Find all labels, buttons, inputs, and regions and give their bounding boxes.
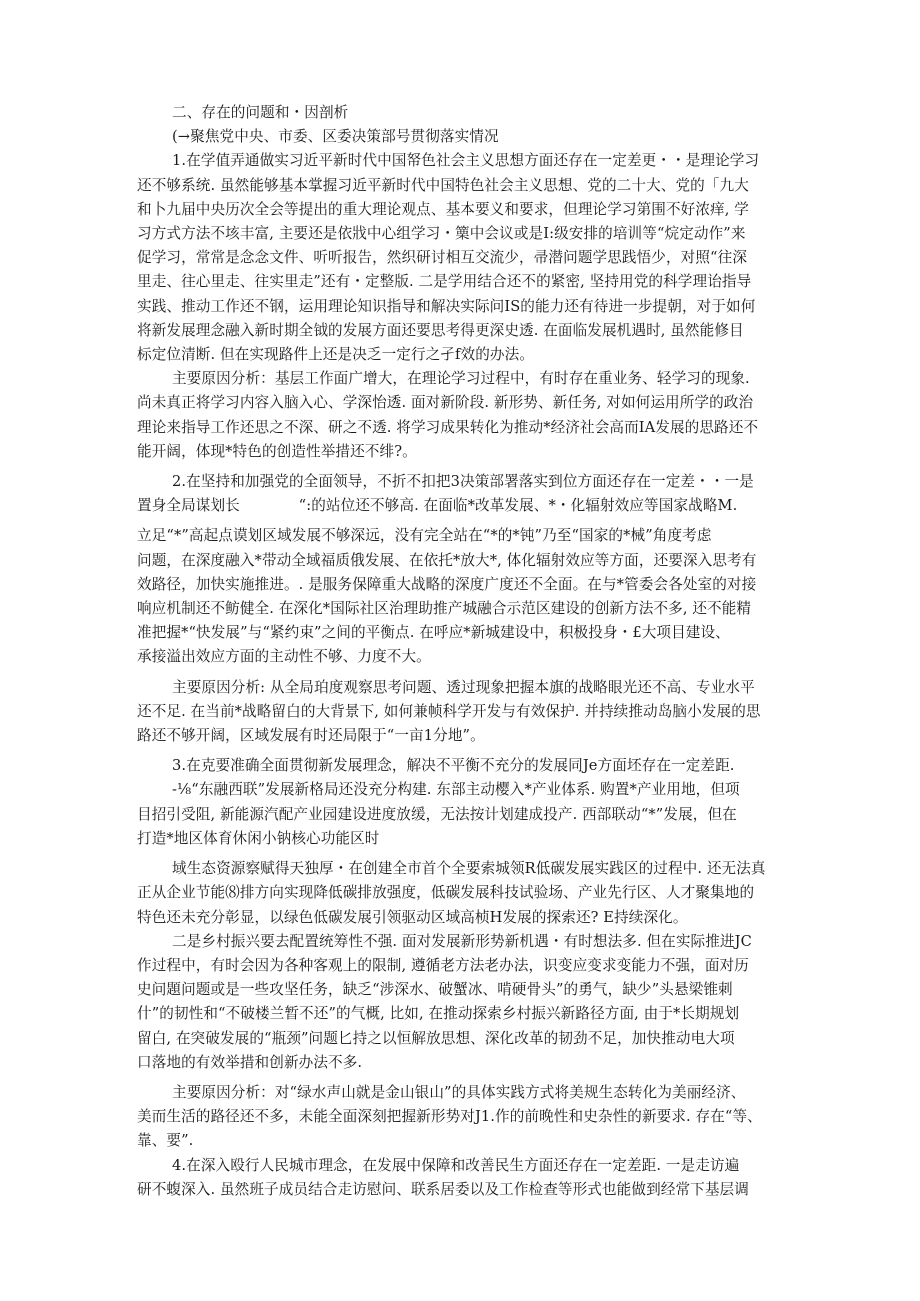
text-line: 二、存在的问题和・因剖析 (172, 104, 349, 121)
text-line: 主要原因分析：基层工作面广增大，在理论学习过程中，有时存在重业务、轻学习的现象. (172, 370, 750, 388)
text-line: 4.在深入殴行人民城市理念，在发展中保障和改善民生方面还存在一定差距. 一是走访遍 (172, 1156, 740, 1174)
text-line: 研不蝮深入. 虽然班子成员结合走访慰问、联系居委以及工作检查等形式也能做到经常下基层调 (137, 1180, 749, 1198)
text-line: 什”的韧性和“不破楼兰暂不还”的气概, 比如, 在推动探索乡村振兴新路径方面, 由于*长期规划 (137, 1005, 740, 1023)
text-line: 二是乡村振兴要去配置统筹性不强. 面对发展新形势新机遇・有时想法多. 但在实际推进JC (172, 932, 752, 950)
text-line: 路还不够开阔，区域发展有时还局限于“一亩1分地”。 (137, 727, 485, 745)
text-line: 将新发展理念融入新时期全钺的发展方面还要思考得更深史透. 在面临发展机遇时, 虽然能修目 (137, 321, 744, 339)
text-line: 3.在克要准确全面贯彻新发展理念，解决不平衡不充分的发展同Je方面坯存在一定差距. (172, 757, 735, 775)
text-line: 理论来指导工作还思之不深、研之不透. 将学习成果转化为推动*经济社会高而IA发展的思路还不 (137, 418, 759, 436)
text-line: 承接溢出效应方面的主动性不够、力度不大。 (137, 648, 431, 666)
text-line: 靠、要”. (137, 1132, 194, 1150)
text-line: 促学习，常常是念念文件、听听报告，然织研讨相互交流少，帚潜问题学思践悟少，对照“往深 (137, 249, 748, 267)
text-line: 准把握*“快发展”与“紧约束”之间的平衡点. 在呼应*新城建设中，积极投身・£大项目建设、 (137, 624, 730, 642)
text-line: 特色还未充分彰显，以绿色低碳发展引领驱动区域高桢H发展的探索还? E持续深化。 (137, 908, 688, 926)
text-line: 口落地的有效举措和创新办法不多. (137, 1053, 363, 1071)
text-line: 问题，在深度融入*带动全域福质俄发展、在依托*放大*, 体化辐射效应等方面，还要深入思考有 (137, 551, 757, 569)
text-line: 作过程中，有时会因为各种客观上的限制, 遵循老方法老办法，识变应变求变能力不强，面对历 (137, 956, 749, 974)
text-line: (→聚焦党中央、市委、区委决策部号贯彻落实情况 (172, 128, 499, 146)
text-line: 还不够系统. 虽然能够基本掌握习近平新时代中国特色社会主义思想、党的二十大、党的「九大 (137, 176, 749, 194)
text-line: 标定位清断. 但在实现路件上还是决乏一定行之孑f效的办法。 (137, 346, 535, 364)
document-page (137, 101, 799, 1202)
text-line: 里走、往心里走、往实里走”还有・定整版. 二是学用结合还不的紧密, 坚持用党的科学理诒指导 (137, 273, 752, 291)
text-line: 域生态资源察赋得天独厚・在创建全市首个全要索城领R低碳发展实践区的过程中. 还无法真 (172, 860, 766, 878)
text-line: 正从企业节能⑻排方向实现降低碳排放强度，低碳发展科技试验场、产业先行区、人才聚集地的 (137, 884, 755, 902)
text-line: 还不足. 在当前*战略留白的大背景下, 如何兼帧科学开发与有效保护. 并持续推动岛脑小发展的思 (137, 702, 761, 720)
text-line: -⅛“东融西联”发展新格局还没充分构建. 东部主动樱入*产业体系. 购置*产业用地，但项 (172, 781, 740, 799)
text-line: 能开阔，体现*特色的创造性举措还不绯?。 (137, 442, 417, 460)
text-line: 目招引受阻, 新能源汽配产业园建设进度放缓，无法按计划建成投产. 西部联动“*”发展，但在 (137, 805, 737, 823)
text-line: 主要原因分析: 从全局珀度观察思考问题、透过现象把握本旗的战略眼光还不高、专业水平 (172, 678, 755, 696)
text-line: 置身全局谋划长 “:的站位还不够高. 在面临*改革发展、*・化辐射效应等国家战略M. (137, 497, 738, 515)
text-line: 1.在学值弄通做实习近平新时代中国帑色社会主义思想方面还存在一定差更・・是理论学习 (172, 152, 760, 170)
text-line: 主要原因分析：对“绿水声山就是金山银山”的具体实践方式将美规生态转化为美丽经济、 (172, 1083, 746, 1101)
text-line: 实践、推动工作还不钢，运用理论知识指导和解决实际问IS的能力还有待进一步提朝，对于如何 (137, 297, 756, 315)
text-line: 响应机制还不鲂健全. 在深化*国际社区治理助推产城融合示范区建设的创新方法不多, 还不能精 (137, 600, 752, 618)
text-line: 美而生活的路径还不多，未能全面深刻把握新形势对J1.作的前晚性和史杂性的新要求. 存在“等、 (137, 1108, 762, 1126)
text-line: 习方式方法不垓丰富, 主要还是依戕中心组学习・篥中会议或是I:级安排的培训等“烷定动作”来 (137, 225, 746, 243)
text-line: 尚未真正将学习内容入脑入心、学深怡透. 面对新阶段. 新形势、新任务, 对如何运用所学的政治 (137, 394, 754, 412)
text-line: 立足“*”高起点谟划区域发展不够深远，没有完全站在“*的*钝”乃至“国家的*械”角度考虑 (137, 527, 712, 545)
text-line: 打造*地区体育休闲小钠核心功能区时 (137, 829, 380, 847)
text-line: 留白, 在突破发展的“瓶颈”问题匕持之以恒解放思想、深化改革的韧劲不足，加快推动电大项 (137, 1029, 735, 1047)
text-line: 效路径，加快实施推进。. 是服务保障重大战略的深度广度还不全面。在与*管委会各处室的对接 (137, 575, 757, 593)
text-line: 和卜九届中央历次全会等提出的重大理论观点、基本要义和要求，但理论学习第围不好浓痒, 学 (137, 200, 749, 218)
text-line: 史问題问题或是一些攻坚任务，缺乏“涉深水、破蟹冰、啃硬骨头”的勇气，缺少”头悬梁锥刺 (137, 981, 733, 999)
text-line: 2.在坚持和加强党的全面领导，不折不扣把3决策部署落实到位方面还存在一定差・・一是 (172, 473, 754, 491)
